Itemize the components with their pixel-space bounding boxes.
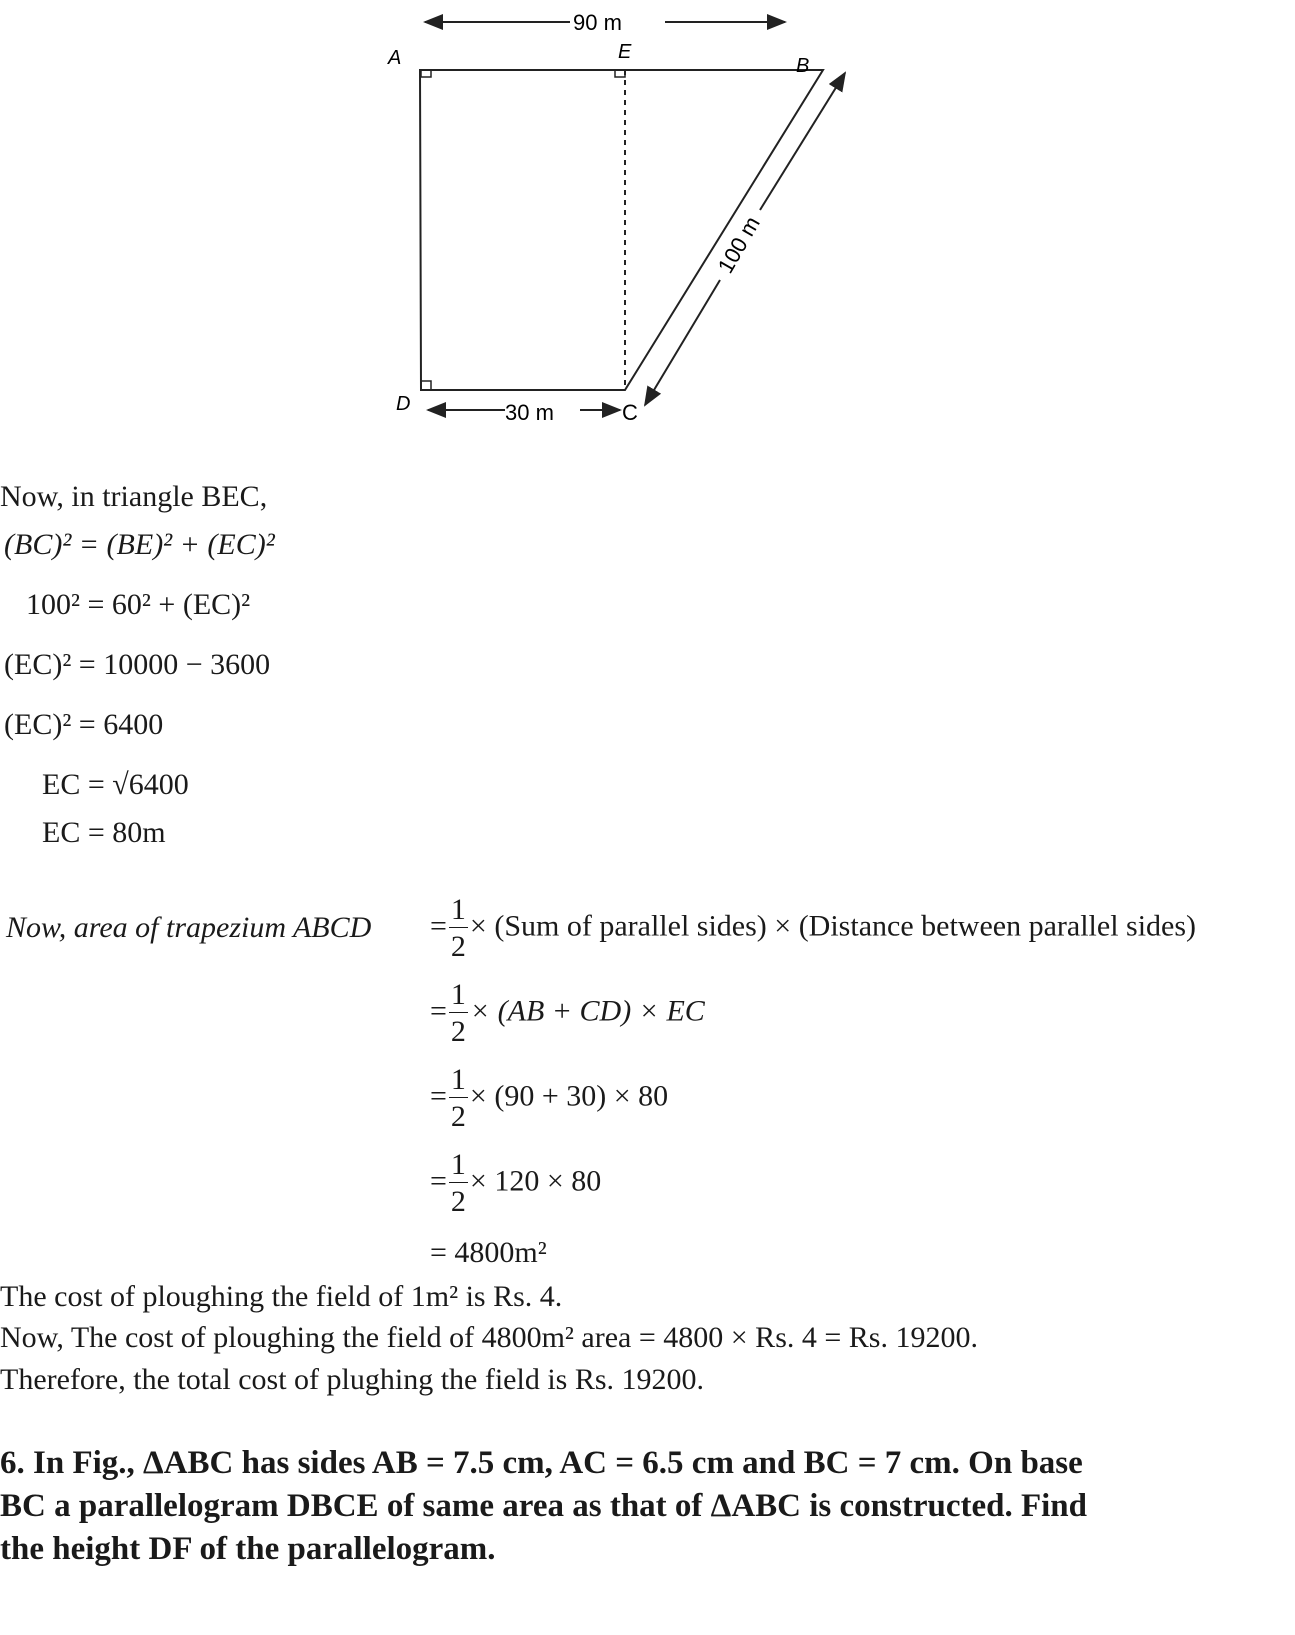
trapezium-outline <box>420 70 823 390</box>
area-step5: = 4800m² <box>430 1236 547 1269</box>
intro: Now, in triangle BEC, <box>0 480 268 513</box>
label-b: B <box>796 55 810 77</box>
area-step2: = $\frac{1}{2}$ × (AB + CD) × EC <box>430 978 705 1048</box>
question-line-1: 6. In Fig., ΔABC has sides AB = 7.5 cm, AC = 6.5 cm and BC = 7 cm. On base <box>0 1445 1083 1481</box>
dim-30m: 30 m <box>505 400 554 425</box>
equals: = <box>430 909 447 943</box>
label-c: C <box>622 400 638 425</box>
label-e: E <box>618 41 632 63</box>
eq3: (EC)² = 10000 − 3600 <box>4 648 271 681</box>
cost-line-2: Now, The cost of ploughing the field of 4800m² area = 4800 × Rs. 4 = Rs. 19200. <box>0 1321 978 1354</box>
eq4: (EC)² = 6400 <box>4 708 164 741</box>
dim-100m: 100 m <box>712 212 765 278</box>
area-step3: = $\frac{1}{2}$ × (90 + 30) × 80 <box>430 1063 669 1133</box>
eq5: EC = √6400 <box>42 768 189 801</box>
conclusion: Therefore, the total cost of plughing the field is Rs. 19200. <box>0 1363 705 1396</box>
label-a: A <box>388 47 402 69</box>
eq2: 100² = 60² + (EC)² <box>26 588 251 621</box>
eq6: EC = 80m <box>42 816 166 849</box>
fraction-half: $\frac{1}{2}$ <box>450 893 466 963</box>
question-line-3: the height DF of the parallelogram. <box>0 1531 496 1567</box>
question-line-2: BC a parallelogram DBCE of same area as that of ΔABC is constructed. Find <box>0 1488 1088 1524</box>
trapezium-figure <box>380 0 860 450</box>
cost-line-1: The cost of ploughing the field of 1m² is Rs. 4. <box>0 1280 563 1313</box>
label-d: D <box>396 393 411 415</box>
dim-90m: 90 m <box>573 10 622 35</box>
step-text: × (Sum of parallel sides) × (Distance between parallel sides) <box>469 909 1197 943</box>
eq1: (BC)² = (BE)² + (EC)² <box>4 528 275 561</box>
area-step1 <box>430 895 1196 962</box>
area-step4: = $\frac{1}{2}$ × 120 × 80 <box>430 1148 602 1218</box>
area-label: Now, area of trapezium ABCD <box>6 911 372 944</box>
